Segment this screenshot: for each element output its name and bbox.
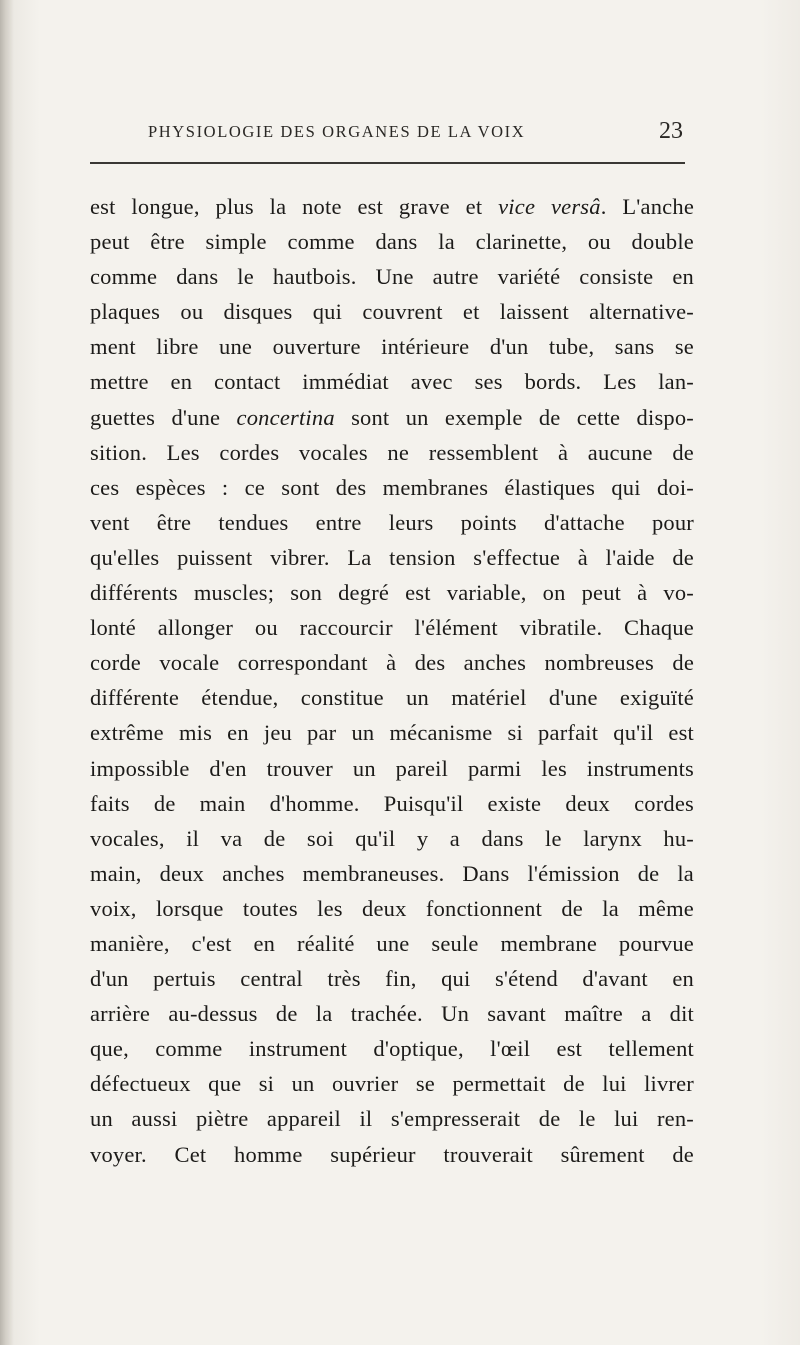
text-line — [90, 575, 694, 610]
text-segment: voyer. Cet homme supérieur trouverait sûrement de — [90, 1141, 694, 1167]
text-segment: différente étendue, constitue un matériel d'une exiguïté — [90, 685, 694, 711]
text-line — [90, 259, 694, 294]
text-segment: manière, c'est en réalité une seule membrane pourvue — [90, 930, 694, 956]
text-segment: sont un exemple de cette dispo- — [334, 404, 694, 430]
text-segment: voix, lorsque toutes les deux fonctionnent de la même — [90, 895, 694, 921]
text-line — [90, 680, 694, 715]
text-line — [90, 505, 694, 540]
page-number: 23 — [659, 118, 683, 144]
text-line — [90, 294, 694, 329]
text-line — [90, 645, 694, 680]
text-line — [90, 364, 694, 399]
text-line — [90, 1066, 694, 1101]
text-line — [90, 1031, 694, 1066]
text-segment: guettes d'une — [90, 404, 237, 430]
text-line — [90, 891, 694, 926]
text-segment: vocales, il va de soi qu'il y a dans le larynx hu- — [90, 825, 694, 851]
text-segment: main, deux anches membraneuses. Dans l'émission de la — [90, 860, 694, 886]
text-line — [90, 926, 694, 961]
text-line — [90, 996, 694, 1031]
text-line — [90, 821, 694, 856]
text-line — [90, 610, 694, 645]
text-line — [90, 1137, 694, 1172]
binding-shadow — [0, 0, 14, 1345]
text-segment: ces espèces : ce sont des membranes élastiques qui doi- — [90, 474, 694, 500]
text-segment: faits de main d'homme. Puisqu'il existe deux cordes — [90, 790, 694, 816]
page-header — [90, 118, 685, 148]
text-segment: qu'elles puissent vibrer. La tension s'effectue à l'aide de — [90, 544, 694, 570]
text-segment: différents muscles; son degré est variable, on peut à vo- — [90, 580, 694, 606]
text-segment: lonté allonger ou raccourcir l'élément vibratile. Chaque — [90, 615, 694, 641]
text-segment: vent être tendues entre leurs points d'attache pour — [90, 509, 694, 535]
italic-term: vice versâ — [498, 194, 601, 219]
header-rule — [90, 162, 685, 164]
text-segment: d'un pertuis central très fin, qui s'étend d'avant en — [90, 966, 694, 992]
text-segment: un aussi piètre appareil il s'empresserait de le lui ren- — [90, 1106, 694, 1132]
text-segment: peut être simple comme dans la clarinette, ou double — [90, 229, 694, 255]
text-line — [90, 786, 694, 821]
text-line — [90, 189, 694, 224]
text-line — [90, 470, 694, 505]
text-segment: comme dans le hautbois. Une autre variété consiste en — [90, 264, 694, 290]
text-segment: arrière au-dessus de la trachée. Un savant maître a dit — [90, 1001, 694, 1027]
text-segment: défectueux que si un ouvrier se permettait de lui livrer — [90, 1071, 694, 1097]
text-line — [90, 540, 694, 575]
text-segment: que, comme instrument d'optique, l'œil est tellement — [90, 1036, 694, 1062]
text-segment: extrême mis en jeu par un mécanisme si parfait qu'il est — [90, 720, 694, 746]
text-line — [90, 329, 694, 364]
text-line — [90, 715, 694, 750]
body-text — [90, 189, 694, 1172]
text-segment: sition. Les cordes vocales ne ressemblent à aucune de — [90, 439, 694, 465]
text-line — [90, 400, 694, 435]
text-segment: . L'anche — [600, 194, 695, 219]
text-line — [90, 856, 694, 891]
italic-term: concertina — [236, 404, 335, 430]
text-segment: corde vocale correspondant à des anches nombreuses de — [90, 650, 694, 676]
text-line — [90, 224, 694, 259]
running-title: PHYSIOLOGIE DES ORGANES DE LA VOIX — [148, 122, 526, 141]
text-line — [90, 435, 694, 470]
text-segment: ment libre une ouverture intérieure d'un tube, sans se — [90, 334, 694, 360]
text-line — [90, 1101, 694, 1136]
text-segment: impossible d'en trouver un pareil parmi les instruments — [90, 755, 694, 781]
text-segment: est longue, plus la note est grave et — [90, 194, 499, 219]
text-segment: mettre en contact immédiat avec ses bords. Les lan- — [90, 369, 694, 395]
text-line — [90, 751, 694, 786]
text-segment: plaques ou disques qui couvrent et laissent alternative- — [90, 299, 694, 325]
text-line — [90, 961, 694, 996]
